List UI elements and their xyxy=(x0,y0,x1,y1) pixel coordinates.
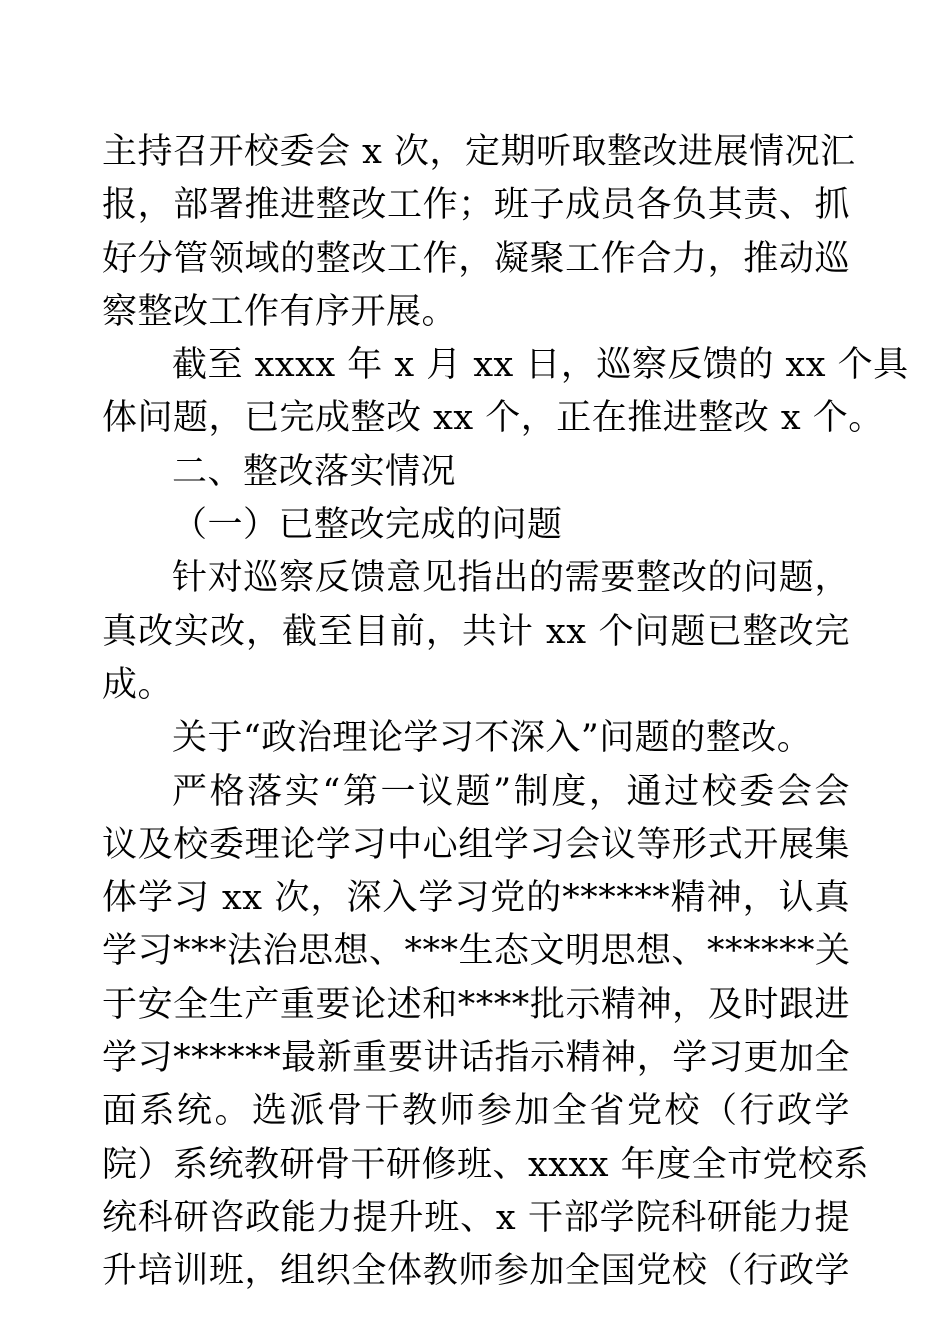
paragraph-5-line-1: 严格落实“第一议题”制度，通过校委会会 xyxy=(172,771,850,812)
paragraph-2-line-1: 截至 xxxx 年 x 月 xx 日，巡察反馈的 xx 个具 xyxy=(172,345,909,386)
paragraph-2-line-2: 体问题，已完成整改 xx 个，正在推进整改 x 个。 xyxy=(102,398,884,439)
paragraph-5-line-7: 面系统。选派骨干教师参加全省党校（行政学 xyxy=(102,1091,850,1132)
paragraph-1-line-2: 报，部署推进整改工作；班子成员各负其责、抓 xyxy=(102,185,850,226)
paragraph-3-line-1: 针对巡察反馈意见指出的需要整改的问题， xyxy=(172,558,850,599)
paragraph-5-line-2: 议及校委理论学习中心组学习会议等形式开展集 xyxy=(102,824,850,865)
section-heading: 二、整改落实情况 xyxy=(172,451,457,492)
paragraph-1-line-1: 主持召开校委会 x 次，定期听取整改进展情况汇 xyxy=(102,132,856,172)
paragraph-5-line-9: 统科研咨政能力提升班、x 干部学院科研能力提 xyxy=(102,1197,850,1238)
paragraph-1-line-3: 好分管领域的整改工作，凝聚工作合力，推动巡 xyxy=(102,238,850,279)
document-body xyxy=(102,126,909,1299)
paragraph-1-line-4: 察整改工作有序开展。 xyxy=(102,291,458,332)
subsection-heading: （一）已整改完成的问题 xyxy=(172,505,563,546)
paragraph-5-line-3: 体学习 xx 次，深入学习党的******精神，认真 xyxy=(102,878,850,919)
paragraph-5-line-6: 学习******最新重要讲话指示精神，学习更加全 xyxy=(102,1038,850,1079)
paragraph-3-line-3: 成。 xyxy=(102,664,174,705)
paragraph-4-line-1: 关于“政治理论学习不深入”问题的整改。 xyxy=(172,718,813,759)
paragraph-5-line-5: 于安全生产重要论述和****批示精神，及时跟进 xyxy=(102,984,850,1025)
paragraph-5-line-10: 升培训班，组织全体教师参加全国党校（行政学 xyxy=(102,1251,850,1292)
paragraph-5-line-8: 院）系统教研骨干研修班、xxxx 年度全市党校系 xyxy=(102,1144,870,1185)
paragraph-5-line-4: 学习***法治思想、***生态文明思想、******关 xyxy=(102,931,851,972)
paragraph-3-line-2: 真改实改，截至目前，共计 xx 个问题已整改完 xyxy=(102,611,850,652)
